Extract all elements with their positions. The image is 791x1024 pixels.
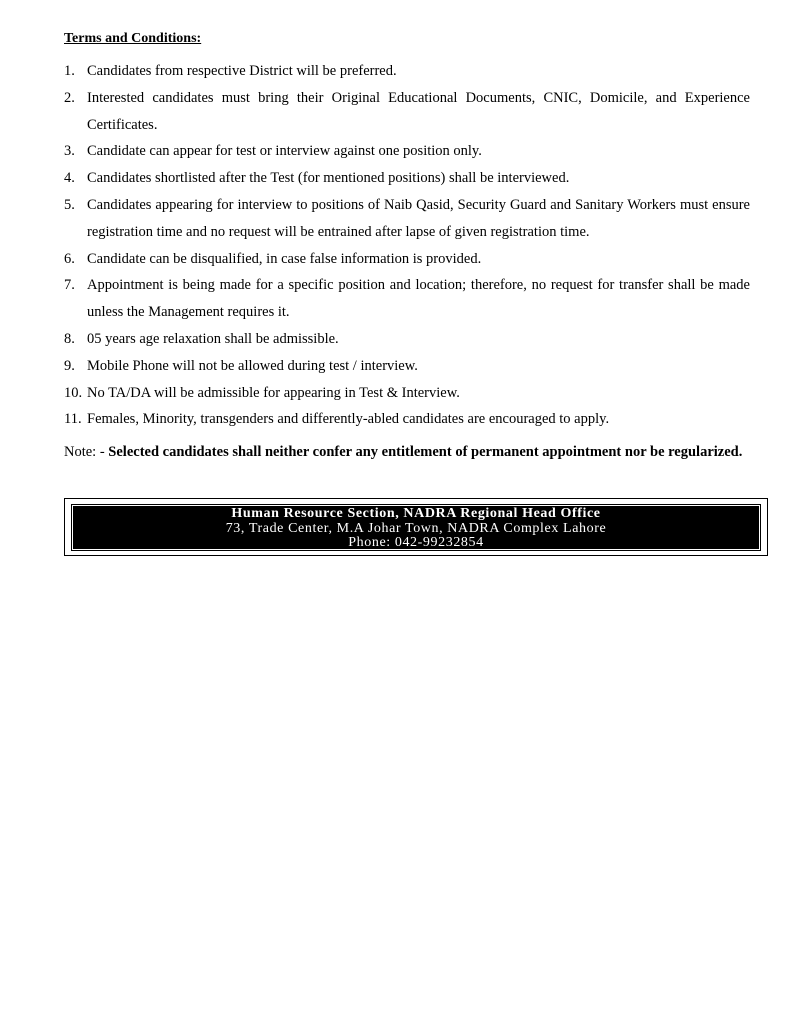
term-item bbox=[64, 353, 750, 380]
term-number: 8. bbox=[64, 330, 75, 347]
term-item bbox=[64, 192, 750, 246]
term-number: 11. bbox=[64, 411, 82, 428]
term-number: 2. bbox=[64, 89, 75, 106]
term-item bbox=[64, 380, 750, 407]
footer-banner bbox=[72, 505, 760, 550]
term-item bbox=[64, 58, 750, 85]
footer-phone: Phone: 042-99232854 bbox=[348, 535, 484, 550]
note-text: Selected candidates shall neither confer any entitlement of permanent appointment nor be regularized. bbox=[108, 444, 743, 460]
term-number: 4. bbox=[64, 170, 75, 187]
term-text: Candidates appearing for interview to positions of Naib Qasid, Security Guard and Sanitary Workers must ensure registration time and no request will be entrained after lapse of given registration time. bbox=[87, 196, 750, 240]
term-number: 6. bbox=[64, 250, 75, 267]
footer-box bbox=[64, 498, 768, 556]
term-item bbox=[64, 246, 750, 273]
terms-list bbox=[64, 58, 750, 433]
term-item bbox=[64, 406, 750, 433]
term-text: Candidates shortlisted after the Test (for mentioned positions) shall be interviewed. bbox=[87, 170, 570, 187]
footer-office-title: Human Resource Section, NADRA Regional Head Office bbox=[231, 506, 601, 521]
term-item bbox=[64, 165, 750, 192]
term-text: Females, Minority, transgenders and differently-abled candidates are encouraged to apply. bbox=[87, 411, 610, 428]
term-text: Candidates from respective District will be preferred. bbox=[87, 63, 397, 79]
term-text: Mobile Phone will not be allowed during test / interview. bbox=[87, 357, 418, 374]
term-number: 1. bbox=[64, 63, 75, 79]
term-text: Candidate can be disqualified, in case false information is provided. bbox=[87, 250, 482, 267]
term-item bbox=[64, 326, 750, 353]
term-item bbox=[64, 272, 750, 326]
term-item bbox=[64, 85, 750, 139]
note-prefix: Note: - bbox=[64, 444, 109, 460]
term-item bbox=[64, 138, 750, 165]
term-text: Interested candidates must bring their Original Educational Documents, CNIC, Domicile, and Experience Certificates. bbox=[87, 89, 750, 133]
term-number: 3. bbox=[64, 143, 75, 160]
term-number: 9. bbox=[64, 357, 75, 374]
term-text: 05 years age relaxation shall be admissible. bbox=[87, 330, 339, 347]
footer-address: 73, Trade Center, M.A Johar Town, NADRA Complex Lahore bbox=[225, 520, 607, 536]
term-text: Candidate can appear for test or interview against one position only. bbox=[87, 143, 482, 160]
term-text: No TA/DA will be admissible for appearing in Test & Interview. bbox=[87, 384, 460, 401]
terms-heading: Terms and Conditions: bbox=[64, 31, 202, 46]
note-paragraph bbox=[64, 439, 750, 466]
term-number: 7. bbox=[64, 277, 75, 294]
term-text: Appointment is being made for a specific position and location; therefore, no request for transfer shall be made unless the Management requires it. bbox=[87, 277, 750, 321]
term-number: 5. bbox=[64, 196, 75, 213]
term-number: 10. bbox=[64, 384, 83, 401]
